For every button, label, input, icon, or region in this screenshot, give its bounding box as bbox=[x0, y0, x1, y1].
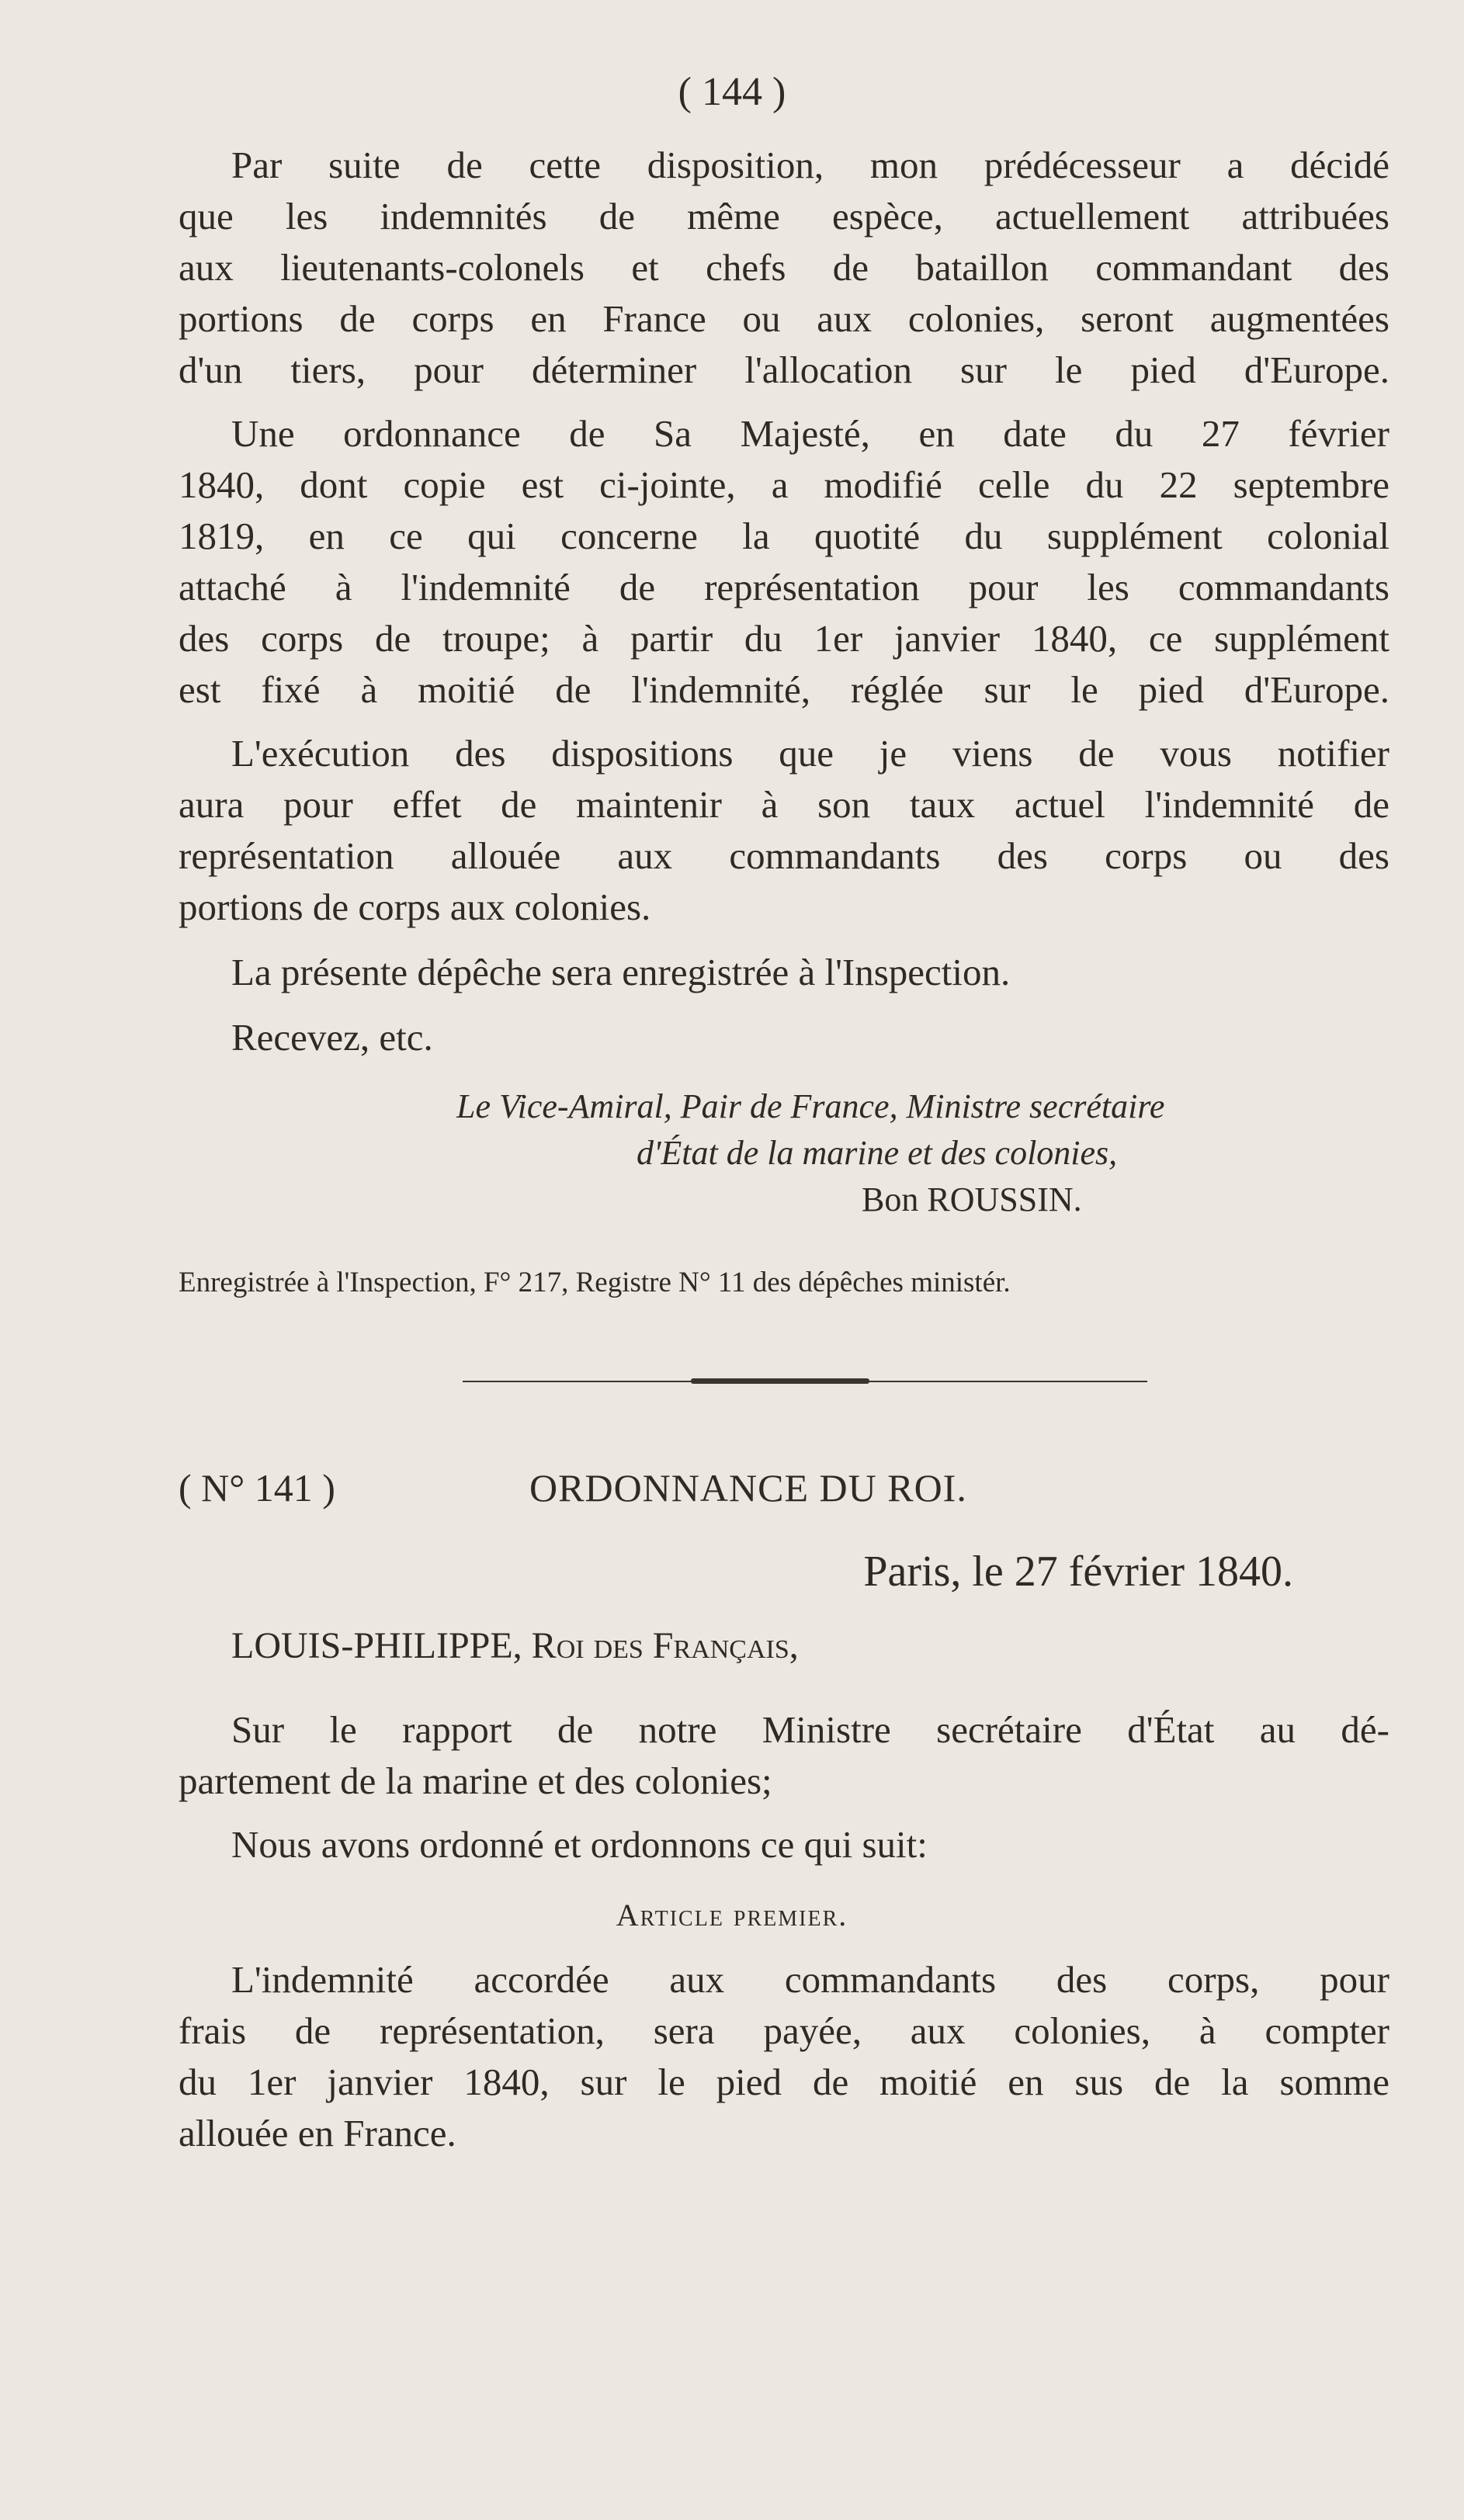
article-heading: Article premier. bbox=[616, 1898, 848, 1932]
text-line: que les indemnités de même espèce, actuellement attribuées bbox=[179, 195, 1389, 237]
signature-title-line: d'État de la marine et des colonies, bbox=[637, 1134, 1118, 1172]
text-line: est fixé à moitié de l'indemnité, réglée sur le pied d'Europe. bbox=[179, 668, 1389, 711]
decree-line: Nous avons ordonné et ordonnons ce qui suit: bbox=[231, 1823, 928, 1866]
text-line: portions de corps aux colonies. bbox=[179, 886, 651, 928]
text-line: d'un tiers, pour déterminer l'allocation sur le pied d'Europe. bbox=[179, 348, 1389, 391]
text-line: représentation allouée aux commandants des corps ou des bbox=[179, 834, 1389, 877]
text-line: 1840, dont copie est ci-jointe, a modifié celle du 22 septembre bbox=[179, 463, 1389, 506]
text-line: Par suite de cette disposition, mon prédécesseur a décidé bbox=[231, 144, 1389, 186]
king-line bbox=[231, 1622, 799, 1670]
text-line: aux lieutenants-colonels et chefs de bataillon commandant des bbox=[179, 246, 1389, 289]
text-line: partement de la marine et des colonies; bbox=[179, 1759, 772, 1802]
text-line: Sur le rapport de notre Ministre secrétaire d'État au dé- bbox=[231, 1708, 1389, 1751]
king-title: Roi des Français, bbox=[531, 1625, 799, 1666]
registration-sentence: La présente dépêche sera enregistrée à l'Inspection. bbox=[231, 951, 1011, 993]
ordinance-title: ORDONNANCE DU ROI. bbox=[529, 1466, 967, 1510]
signature-name: Bon ROUSSIN. bbox=[862, 1180, 1082, 1218]
text-line: portions de corps en France ou aux colonies, seront augmentées bbox=[179, 297, 1389, 340]
text-line: allouée en France. bbox=[179, 2112, 456, 2154]
text-line: du 1er janvier 1840, sur le pied de moitié en sus de la somme bbox=[179, 2061, 1389, 2103]
closing-formula: Recevez, etc. bbox=[231, 1016, 433, 1059]
text-line: L'exécution des dispositions que je viens de vous notifier bbox=[231, 732, 1389, 775]
text-line: aura pour effet de maintenir à son taux actuel l'indemnité de bbox=[179, 783, 1389, 826]
text-line: des corps de troupe; à partir du 1er janvier 1840, ce supplément bbox=[179, 617, 1389, 660]
section-divider-ornament bbox=[691, 1378, 869, 1384]
ordinance-number: ( N° 141 ) bbox=[179, 1466, 335, 1510]
king-name: LOUIS-PHILIPPE, bbox=[231, 1625, 522, 1666]
dateline: Paris, le 27 février 1840. bbox=[863, 1548, 1293, 1596]
registry-note: Enregistrée à l'Inspection, F° 217, Registre N° 11 des dépêches ministér. bbox=[179, 1267, 1011, 1298]
text-line: Une ordonnance de Sa Majesté, en date du 27 février bbox=[231, 412, 1389, 455]
signature-title-line: Le Vice-Amiral, Pair de France, Ministre secrétaire bbox=[456, 1087, 1165, 1125]
ordinance-heading bbox=[179, 1461, 1389, 1515]
text-line: frais de représentation, sera payée, aux colonies, à compter bbox=[179, 2009, 1389, 2052]
text-line: 1819, en ce qui concerne la quotité du supplément colonial bbox=[179, 515, 1389, 557]
text-line: L'indemnité accordée aux commandants des corps, pour bbox=[231, 1958, 1389, 2001]
page-number: ( 144 ) bbox=[678, 70, 786, 114]
text-line: attaché à l'indemnité de représentation pour les commandants bbox=[179, 566, 1389, 608]
